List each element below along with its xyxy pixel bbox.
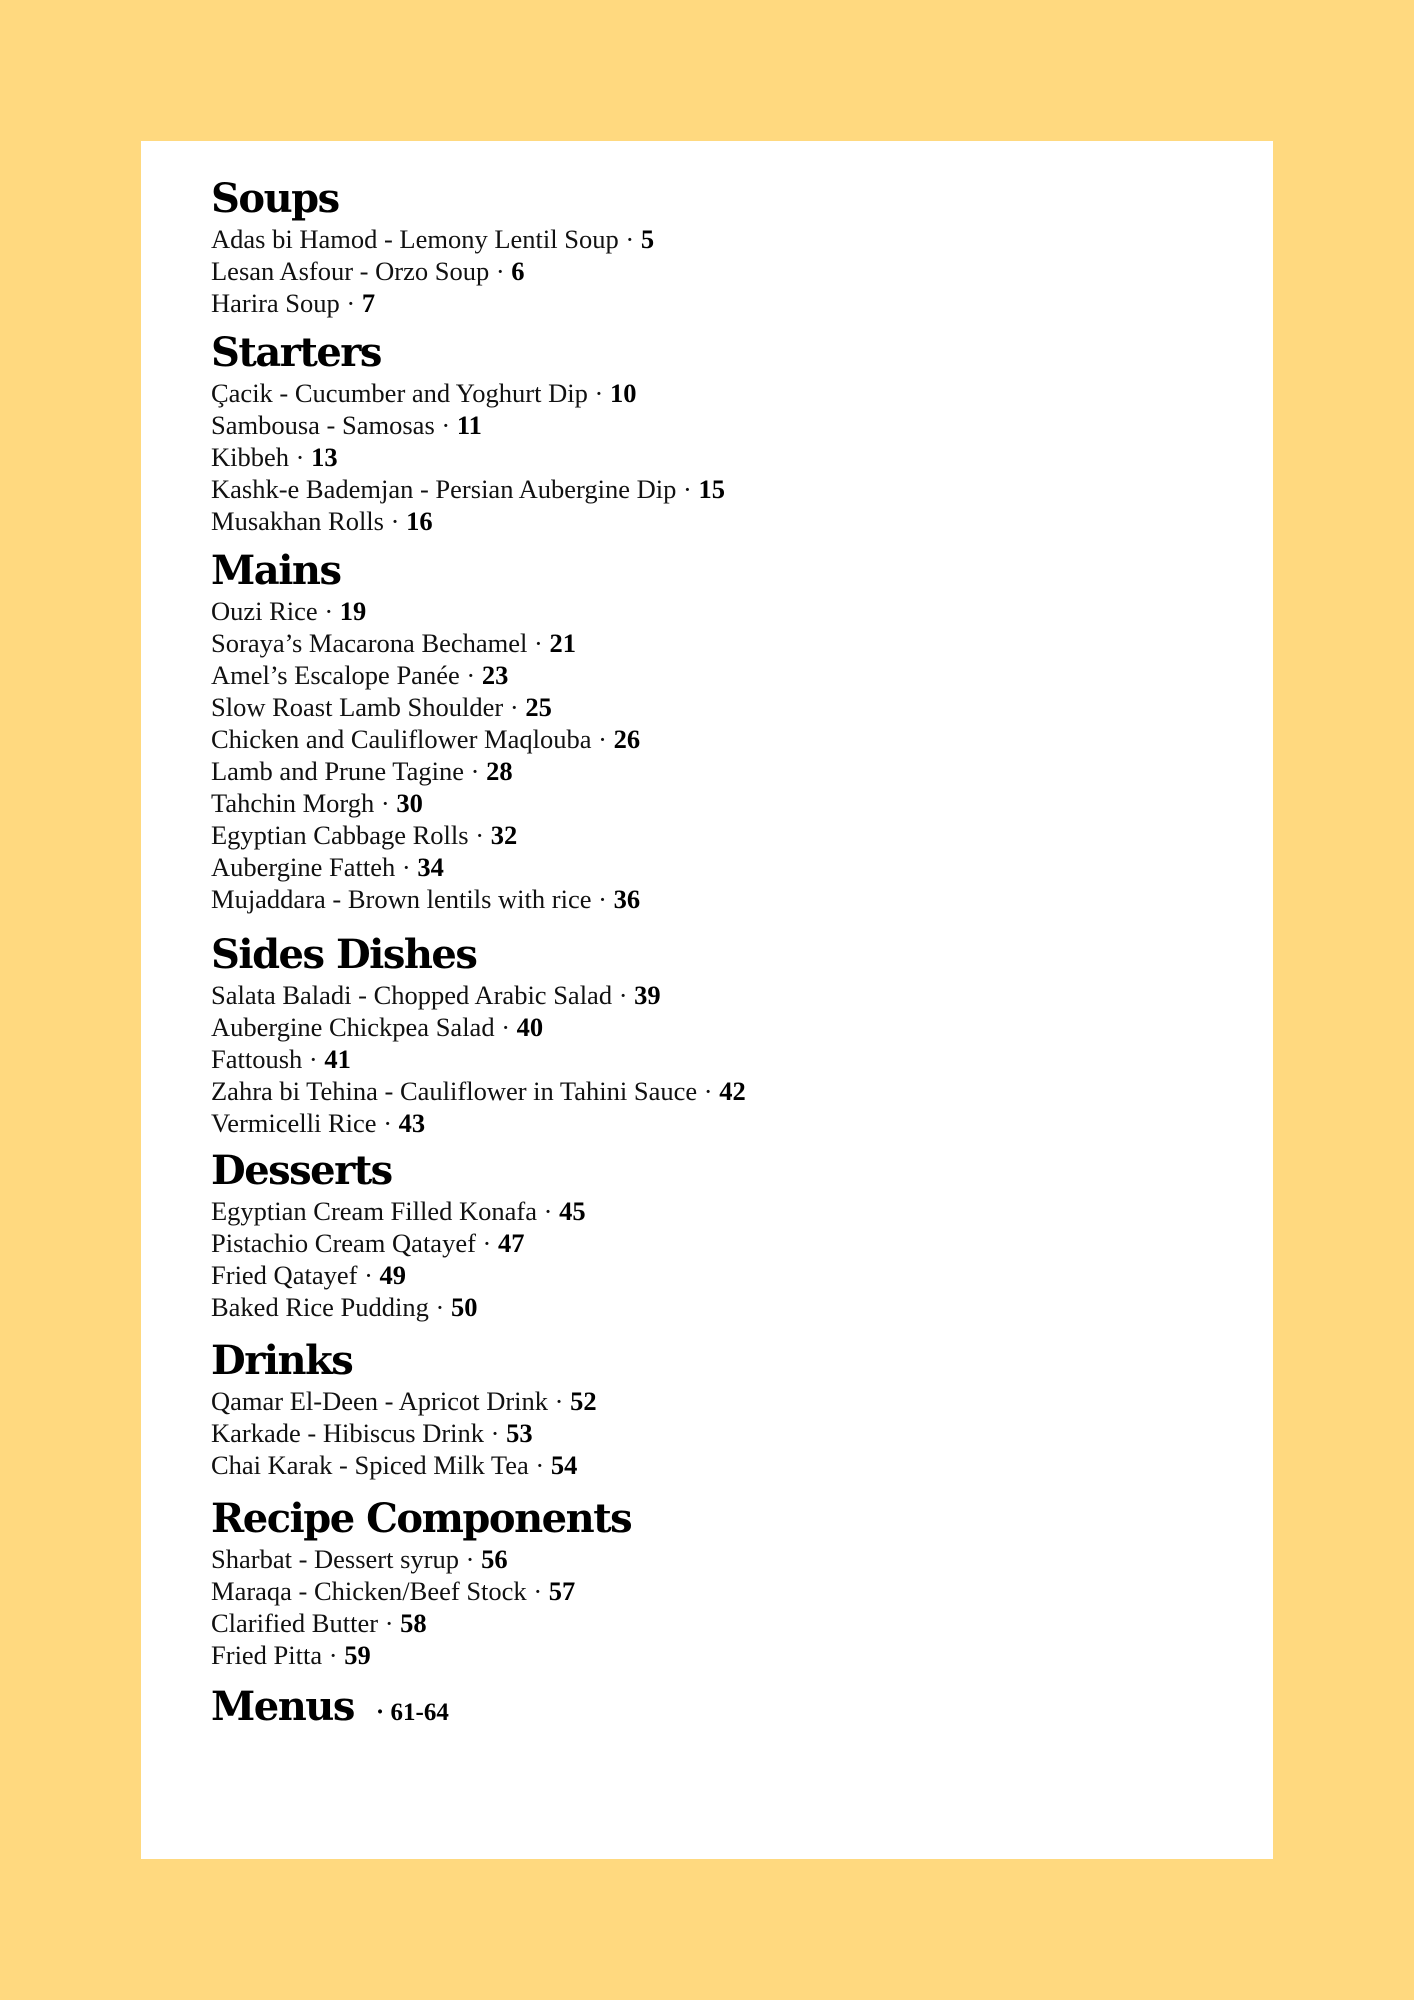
entry-separator: · (490, 1418, 500, 1448)
entry-page-number: 43 (398, 1108, 426, 1138)
entry-separator: · (295, 442, 305, 472)
entry-separator: · (380, 788, 390, 818)
entry-separator: · (594, 378, 604, 408)
section-sides-dishes (211, 933, 1233, 1139)
section-desserts (211, 1149, 1233, 1323)
contents-entry[interactable] (211, 1385, 1233, 1417)
contents-entry[interactable] (211, 505, 1233, 537)
entry-title: Kashk-e Bademjan - Persian Aubergine Dip (211, 474, 677, 504)
contents-entry[interactable] (211, 1195, 1233, 1227)
contents-entry[interactable] (211, 819, 1233, 851)
entry-page-number: 15 (698, 474, 725, 504)
contents-entry[interactable] (211, 287, 1233, 319)
contents-entry[interactable] (211, 627, 1233, 659)
section-items (211, 1543, 1233, 1671)
entry-separator: · (346, 288, 356, 318)
section-items (211, 377, 1233, 537)
entry-page-number: 54 (550, 1450, 578, 1480)
section-title: Drinks (211, 1337, 353, 1384)
entry-title: Karkade - Hibiscus Drink (211, 1418, 485, 1448)
section-items (211, 595, 1233, 915)
entry-separator: · (625, 224, 635, 254)
entry-page-number: 40 (516, 1012, 544, 1042)
entry-separator: · (682, 474, 692, 504)
section-mains (211, 549, 1233, 915)
entry-page-number: 59 (344, 1640, 371, 1670)
entry-page-number: 13 (311, 442, 338, 472)
contents-entry[interactable] (211, 787, 1233, 819)
entry-separator: · (401, 852, 411, 882)
contents-entry[interactable] (211, 1011, 1233, 1043)
contents-entry[interactable] (211, 1075, 1233, 1107)
section-title: Desserts (211, 1147, 392, 1194)
entry-title: Aubergine Chickpea Salad (211, 1012, 495, 1042)
entry-title: Soraya’s Macarona Bechamel (211, 628, 528, 658)
entry-title: Adas bi Hamod - Lemony Lentil Soup (211, 224, 619, 254)
contents-page (141, 141, 1273, 1859)
entry-separator: · (535, 1450, 545, 1480)
entry-page-number: 11 (456, 410, 482, 440)
entry-separator: · (618, 980, 628, 1010)
entry-page-number: 28 (486, 756, 513, 786)
entry-separator: · (441, 410, 451, 440)
section-soups (211, 177, 1233, 319)
entry-title: Harira Soup (211, 288, 340, 318)
entry-separator: · (543, 1196, 553, 1226)
entry-title: Lamb and Prune Tagine (211, 756, 465, 786)
section-items (211, 1195, 1233, 1323)
entry-separator: · (554, 1386, 564, 1416)
contents-entry[interactable] (211, 1543, 1233, 1575)
entry-page-number: 16 (406, 506, 433, 536)
section-title: Mains (211, 547, 341, 594)
section-title: Soups (211, 175, 339, 222)
entry-separator: · (465, 1544, 475, 1574)
entry-separator: · (598, 884, 607, 914)
entry-separator: · (509, 692, 519, 722)
entry-title: Chicken and Cauliflower Maqlouba (211, 724, 592, 754)
entry-page-number: 5 (640, 224, 655, 254)
entry-page-number: 7 (361, 288, 376, 318)
entry-page-number: 50 (450, 1292, 478, 1322)
contents-entry[interactable] (211, 883, 1233, 915)
entry-page-number: 10 (609, 378, 637, 408)
contents-entry[interactable] (211, 1043, 1233, 1075)
section-title: Recipe Components (211, 1495, 632, 1542)
entry-page-number: 32 (490, 820, 518, 850)
menus-page-range: · 61-64 (375, 1699, 449, 1726)
entry-page-number: 21 (549, 628, 576, 658)
section-title: Menus (211, 1683, 354, 1730)
entry-title: Maraqa - Chicken/Beef Stock (211, 1576, 527, 1606)
entry-page-number: 49 (379, 1260, 407, 1290)
contents-entry[interactable] (211, 691, 1233, 723)
contents-entry[interactable] (211, 409, 1233, 441)
entry-title: Zahra bi Tehina - Cauliflower in Tahini Sauce (211, 1076, 698, 1106)
entry-page-number: 42 (719, 1076, 746, 1106)
contents-entry[interactable] (211, 255, 1233, 287)
contents-entry[interactable] (211, 595, 1233, 627)
entry-page-number: 36 (613, 884, 641, 914)
entry-separator: · (703, 1076, 713, 1106)
section-starters (211, 331, 1233, 537)
entry-separator: · (534, 628, 543, 658)
contents-entry[interactable] (211, 441, 1233, 473)
contents-entry[interactable] (211, 851, 1233, 883)
entry-separator: · (466, 660, 476, 690)
entry-page-number: 30 (396, 788, 423, 818)
entry-title: Vermicelli Rice (211, 1108, 377, 1138)
entry-title: Amel’s Escalope Panée (211, 660, 460, 690)
entry-title: Egyptian Cream Filled Konafa (211, 1196, 538, 1226)
entry-page-number: 53 (506, 1418, 533, 1448)
entry-separator: · (324, 596, 334, 626)
entry-title: Çacik - Cucumber and Yoghurt Dip (211, 378, 588, 408)
contents-entry[interactable] (211, 1417, 1233, 1449)
entry-page-number: 34 (417, 852, 444, 882)
entry-title: Pistachio Cream Qatayef (211, 1228, 476, 1258)
entry-page-number: 57 (548, 1576, 576, 1606)
section-title: Starters (211, 329, 381, 376)
section-items (211, 979, 1233, 1139)
entry-title: Kibbeh (211, 442, 290, 472)
entry-title: Fattoush (211, 1044, 303, 1074)
entry-separator: · (475, 820, 485, 850)
entry-separator: · (384, 1608, 394, 1638)
entry-title: Lesan Asfour - Orzo Soup (211, 256, 490, 286)
entry-page-number: 41 (324, 1044, 351, 1074)
entry-separator: · (308, 1044, 318, 1074)
contents-entry[interactable] (211, 979, 1233, 1011)
contents-entry[interactable] (211, 659, 1233, 691)
entry-separator: · (390, 506, 400, 536)
contents-entry[interactable] (211, 473, 1233, 505)
contents-entry[interactable] (211, 723, 1233, 755)
contents-entry[interactable] (211, 1449, 1233, 1481)
entry-title: Tahchin Morgh (211, 788, 375, 818)
contents-entry[interactable] (211, 1291, 1233, 1323)
contents-entry[interactable] (211, 1259, 1233, 1291)
entry-title: Mujaddara - Brown lentils with rice (211, 884, 592, 914)
entry-title: Fried Pitta (211, 1640, 323, 1670)
entry-separator: · (598, 724, 607, 754)
section-recipe-components (211, 1497, 1233, 1671)
entry-page-number: 19 (339, 596, 367, 626)
entry-page-number: 52 (570, 1386, 597, 1416)
entry-page-number: 56 (481, 1544, 508, 1574)
entry-separator: · (501, 1012, 511, 1042)
entry-page-number: 26 (613, 724, 641, 754)
entry-title: Ouzi Rice (211, 596, 318, 626)
entry-title: Clarified Butter (211, 1608, 379, 1638)
section-items (211, 1385, 1233, 1481)
entry-title: Baked Rice Pudding (211, 1292, 429, 1322)
contents-entry[interactable] (211, 223, 1233, 255)
contents-entry[interactable] (211, 1639, 1233, 1671)
entry-page-number: 45 (559, 1196, 586, 1226)
entry-separator: · (482, 1228, 492, 1258)
section-drinks (211, 1339, 1233, 1481)
entry-separator: · (364, 1260, 373, 1290)
contents-entry[interactable] (211, 1575, 1233, 1607)
entry-title: Salata Baladi - Chopped Arabic Salad (211, 980, 613, 1010)
entry-title: Egyptian Cabbage Rolls (211, 820, 469, 850)
contents-entry[interactable] (211, 1607, 1233, 1639)
contents-entry[interactable] (211, 755, 1233, 787)
entry-page-number: 25 (525, 692, 552, 722)
section-menus[interactable] (211, 1685, 1233, 1731)
entry-page-number: 23 (481, 660, 509, 690)
entry-page-number: 47 (498, 1228, 525, 1258)
entry-title: Musakhan Rolls (211, 506, 384, 536)
contents-list (211, 177, 1233, 1731)
contents-entry[interactable] (211, 377, 1233, 409)
entry-page-number: 39 (634, 980, 661, 1010)
entry-separator: · (533, 1576, 543, 1606)
entry-title: Sambousa - Samosas (211, 410, 435, 440)
section-title: Sides Dishes (211, 931, 477, 978)
section-items (211, 223, 1233, 319)
contents-entry[interactable] (211, 1107, 1233, 1139)
entry-title: Aubergine Fatteh (211, 852, 396, 882)
entry-title: Slow Roast Lamb Shoulder (211, 692, 504, 722)
entry-page-number: 6 (511, 256, 525, 286)
entry-title: Sharbat - Dessert syrup (211, 1544, 460, 1574)
entry-title: Fried Qatayef (211, 1260, 358, 1290)
entry-separator: · (328, 1640, 338, 1670)
entry-separator: · (383, 1108, 393, 1138)
entry-title: Qamar El-Deen - Apricot Drink (211, 1386, 549, 1416)
entry-page-number: 58 (400, 1608, 427, 1638)
entry-separator: · (435, 1292, 445, 1322)
entry-title: Chai Karak - Spiced Milk Tea (211, 1450, 529, 1480)
contents-entry[interactable] (211, 1227, 1233, 1259)
entry-separator: · (495, 256, 505, 286)
entry-separator: · (470, 756, 480, 786)
